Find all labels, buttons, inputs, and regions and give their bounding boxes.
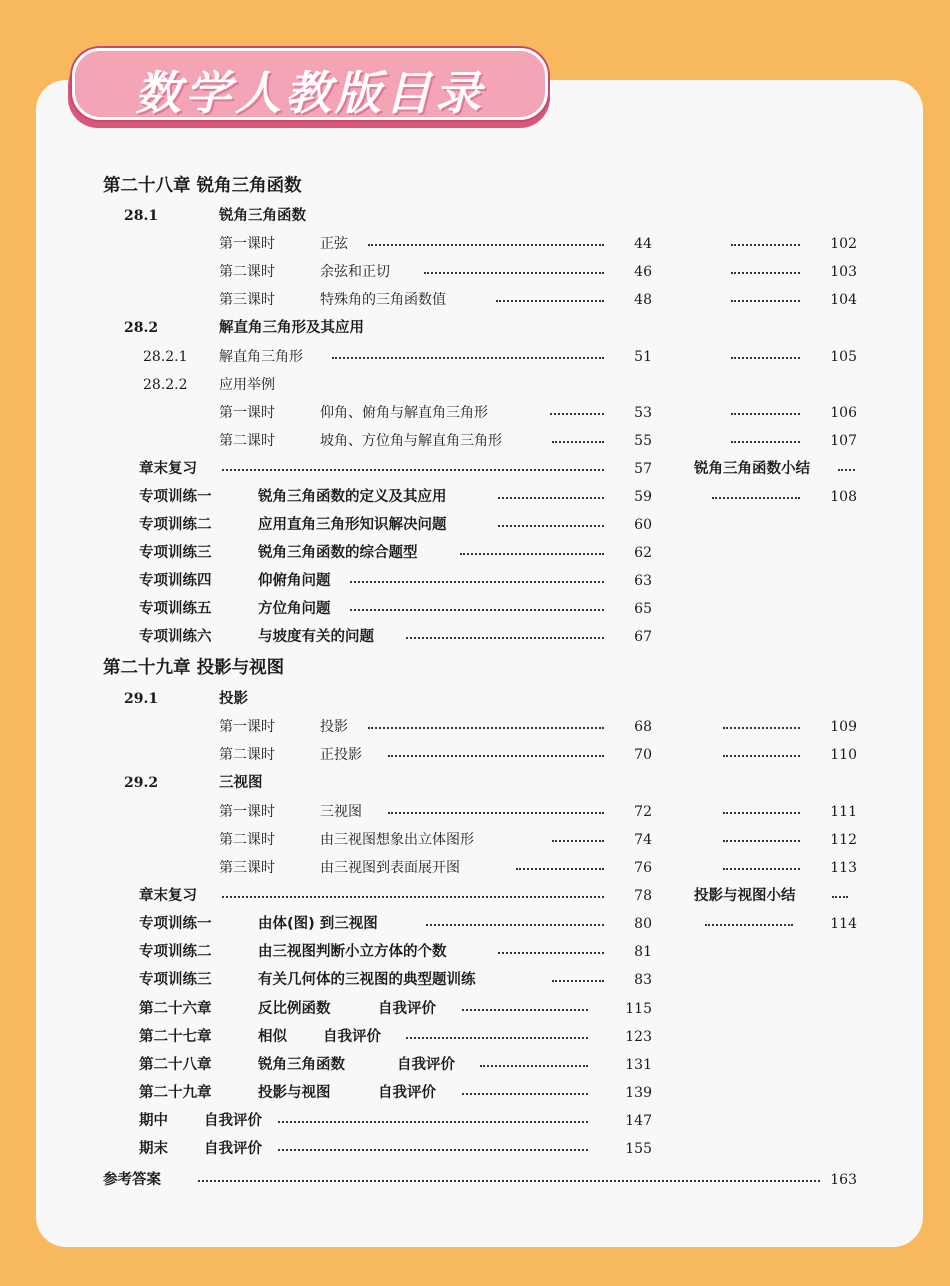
page-number[interactable]: 63 bbox=[634, 573, 652, 589]
evaluation-label: 自我评价 bbox=[378, 1001, 436, 1017]
dot-leader bbox=[731, 233, 800, 255]
dot-leader bbox=[723, 829, 800, 851]
subsection-title: 应用举例 bbox=[219, 377, 275, 393]
page-number[interactable]: 163 bbox=[830, 1172, 857, 1188]
review-label: 章末复习 bbox=[139, 888, 197, 904]
evaluation-label: 自我评价 bbox=[204, 1141, 262, 1157]
training-label: 专项训练四 bbox=[139, 573, 212, 589]
dot-leader bbox=[388, 744, 604, 766]
training-title: 方位角问题 bbox=[258, 601, 331, 617]
dot-leader bbox=[480, 1054, 588, 1076]
lesson-title: 特殊角的三角函数值 bbox=[320, 292, 446, 308]
chapter-title: 第二十八章 锐角三角函数 bbox=[103, 176, 302, 196]
page-number[interactable]: 76 bbox=[634, 860, 652, 876]
answer-page-number[interactable]: 114 bbox=[830, 916, 857, 932]
page-number[interactable]: 155 bbox=[625, 1141, 652, 1157]
dot-leader bbox=[406, 626, 604, 648]
page-number[interactable]: 51 bbox=[634, 349, 652, 365]
evaluation-chapter: 期末 bbox=[139, 1141, 168, 1157]
training-label: 专项训练二 bbox=[139, 517, 212, 533]
page-number[interactable]: 65 bbox=[634, 601, 652, 617]
lesson-title: 正弦 bbox=[320, 236, 348, 252]
dot-leader bbox=[426, 913, 604, 935]
lesson-title: 仰角、俯角与解直角三角形 bbox=[320, 405, 488, 421]
lesson-title: 由三视图想象出立体图形 bbox=[320, 832, 474, 848]
section-title: 解直角三角形及其应用 bbox=[219, 320, 364, 336]
lesson-label: 第三课时 bbox=[219, 292, 275, 308]
training-label: 专项训练一 bbox=[139, 916, 212, 932]
dot-leader bbox=[406, 1026, 588, 1048]
training-title: 由三视图判断小立方体的个数 bbox=[258, 944, 447, 960]
dot-leader bbox=[838, 458, 855, 480]
section-number: 28.2 bbox=[124, 320, 159, 336]
answer-page-number[interactable]: 105 bbox=[830, 349, 857, 365]
page-number[interactable]: 70 bbox=[634, 747, 652, 763]
dot-leader bbox=[278, 1138, 588, 1160]
dot-leader bbox=[368, 233, 604, 255]
evaluation-chapter: 第二十七章 bbox=[139, 1029, 212, 1045]
lesson-label: 第一课时 bbox=[219, 405, 275, 421]
dot-leader bbox=[723, 801, 800, 823]
section-number: 28.1 bbox=[124, 208, 159, 224]
training-title: 仰俯角问题 bbox=[258, 573, 331, 589]
dot-leader bbox=[462, 1082, 588, 1104]
review-label: 章末复习 bbox=[139, 461, 197, 477]
dot-leader bbox=[460, 542, 604, 564]
dot-leader bbox=[498, 514, 604, 536]
page-number[interactable]: 67 bbox=[634, 629, 652, 645]
lesson-label: 第一课时 bbox=[219, 236, 275, 252]
section-number: 29.2 bbox=[124, 775, 159, 791]
lesson-label: 第一课时 bbox=[219, 719, 275, 735]
evaluation-chapter: 期中 bbox=[139, 1113, 168, 1129]
dot-leader bbox=[424, 261, 604, 283]
answer-page-number[interactable]: 113 bbox=[830, 860, 857, 876]
answer-page-number[interactable]: 106 bbox=[830, 405, 857, 421]
training-label: 专项训练二 bbox=[139, 944, 212, 960]
dot-leader bbox=[723, 716, 800, 738]
evaluation-label: 自我评价 bbox=[204, 1113, 262, 1129]
dot-leader bbox=[498, 486, 604, 508]
dot-leader bbox=[222, 885, 604, 907]
subsection-number: 28.2.2 bbox=[143, 377, 188, 393]
chapter-title: 第二十九章 投影与视图 bbox=[103, 658, 285, 678]
lesson-label: 第二课时 bbox=[219, 832, 275, 848]
evaluation-label: 自我评价 bbox=[378, 1085, 436, 1101]
page-title: 数学人教版目录 bbox=[135, 66, 485, 120]
title-banner bbox=[72, 48, 548, 120]
page-number[interactable]: 83 bbox=[634, 972, 652, 988]
dot-leader bbox=[712, 486, 800, 508]
dot-leader bbox=[498, 941, 604, 963]
dot-leader bbox=[731, 261, 800, 283]
dot-leader bbox=[462, 998, 588, 1020]
answer-page-number[interactable]: 112 bbox=[830, 832, 857, 848]
dot-leader bbox=[723, 744, 800, 766]
answer-page-number[interactable]: 111 bbox=[830, 804, 857, 820]
training-title: 锐角三角函数的综合题型 bbox=[258, 545, 418, 561]
page-number[interactable]: 55 bbox=[634, 433, 652, 449]
section-title: 投影 bbox=[219, 691, 248, 707]
answer-page-number[interactable]: 107 bbox=[830, 433, 857, 449]
training-title: 与坡度有关的问题 bbox=[258, 629, 374, 645]
page-number[interactable]: 68 bbox=[634, 719, 652, 735]
dot-leader bbox=[516, 857, 604, 879]
page-number[interactable]: 72 bbox=[634, 804, 652, 820]
lesson-title: 余弦和正切 bbox=[320, 264, 390, 280]
evaluation-label: 自我评价 bbox=[323, 1029, 381, 1045]
dot-leader bbox=[368, 716, 604, 738]
answers-label: 参考答案 bbox=[103, 1172, 161, 1188]
section-title: 三视图 bbox=[219, 775, 263, 791]
page-number[interactable]: 60 bbox=[634, 517, 652, 533]
dot-leader bbox=[552, 829, 604, 851]
dot-leader bbox=[731, 289, 800, 311]
summary-label: 投影与视图小结 bbox=[694, 888, 796, 904]
training-title: 应用直角三角形知识解决问题 bbox=[258, 517, 447, 533]
lesson-title: 三视图 bbox=[320, 804, 362, 820]
page-number[interactable]: 78 bbox=[634, 888, 652, 904]
training-title: 由体(图) 到三视图 bbox=[258, 916, 378, 932]
evaluation-label: 自我评价 bbox=[397, 1057, 455, 1073]
page-number[interactable]: 46 bbox=[634, 264, 652, 280]
lesson-label: 第一课时 bbox=[219, 804, 275, 820]
lesson-label: 第二课时 bbox=[219, 264, 275, 280]
page-number[interactable]: 139 bbox=[625, 1085, 652, 1101]
dot-leader bbox=[350, 598, 604, 620]
dot-leader bbox=[731, 346, 800, 368]
lesson-title: 由三视图到表面展开图 bbox=[320, 860, 460, 876]
page-number[interactable]: 123 bbox=[625, 1029, 652, 1045]
answer-page-number[interactable]: 102 bbox=[830, 236, 857, 252]
dot-leader bbox=[278, 1110, 588, 1132]
dot-leader bbox=[198, 1169, 820, 1191]
dot-leader bbox=[222, 458, 604, 480]
dot-leader bbox=[731, 402, 800, 424]
dot-leader bbox=[832, 885, 848, 907]
training-title: 有关几何体的三视图的典型题训练 bbox=[258, 972, 476, 988]
dot-leader bbox=[552, 969, 604, 991]
lesson-title: 坡角、方位角与解直角三角形 bbox=[320, 433, 502, 449]
evaluation-topic: 投影与视图 bbox=[258, 1085, 331, 1101]
page-number[interactable]: 131 bbox=[625, 1057, 652, 1073]
training-label: 专项训练三 bbox=[139, 545, 212, 561]
dot-leader bbox=[705, 913, 793, 935]
lesson-title: 正投影 bbox=[320, 747, 362, 763]
page-number[interactable]: 81 bbox=[634, 944, 652, 960]
evaluation-chapter: 第二十九章 bbox=[139, 1085, 212, 1101]
training-label: 专项训练一 bbox=[139, 489, 212, 505]
evaluation-topic: 锐角三角函数 bbox=[258, 1057, 345, 1073]
page-number[interactable]: 57 bbox=[634, 461, 652, 477]
page-number[interactable]: 48 bbox=[634, 292, 652, 308]
page-number[interactable]: 59 bbox=[634, 489, 652, 505]
answer-page-number[interactable]: 110 bbox=[830, 747, 857, 763]
lesson-title: 投影 bbox=[320, 719, 348, 735]
lesson-label: 第二课时 bbox=[219, 747, 275, 763]
dot-leader bbox=[496, 289, 604, 311]
page-number[interactable]: 44 bbox=[634, 236, 652, 252]
dot-leader bbox=[332, 346, 604, 368]
evaluation-topic: 相似 bbox=[258, 1029, 287, 1045]
lesson-label: 第三课时 bbox=[219, 860, 275, 876]
dot-leader bbox=[350, 570, 604, 592]
answer-page-number[interactable]: 103 bbox=[830, 264, 857, 280]
dot-leader bbox=[550, 402, 604, 424]
lesson-label: 第二课时 bbox=[219, 433, 275, 449]
training-label: 专项训练六 bbox=[139, 629, 212, 645]
page-number[interactable]: 53 bbox=[634, 405, 652, 421]
subsection-title: 解直角三角形 bbox=[219, 349, 303, 365]
evaluation-chapter: 第二十六章 bbox=[139, 1001, 212, 1017]
training-label: 专项训练五 bbox=[139, 601, 212, 617]
answer-page-number[interactable]: 108 bbox=[830, 489, 857, 505]
summary-label: 锐角三角函数小结 bbox=[694, 461, 810, 477]
evaluation-chapter: 第二十八章 bbox=[139, 1057, 212, 1073]
answer-page-number[interactable]: 109 bbox=[830, 719, 857, 735]
evaluation-topic: 反比例函数 bbox=[258, 1001, 331, 1017]
page-number[interactable]: 62 bbox=[634, 545, 652, 561]
dot-leader bbox=[388, 801, 604, 823]
answer-page-number[interactable]: 104 bbox=[830, 292, 857, 308]
dot-leader bbox=[731, 430, 800, 452]
page-number[interactable]: 147 bbox=[625, 1113, 652, 1129]
section-number: 29.1 bbox=[124, 691, 159, 707]
subsection-number: 28.2.1 bbox=[143, 349, 188, 365]
dot-leader bbox=[723, 857, 800, 879]
page-number[interactable]: 115 bbox=[625, 1001, 652, 1017]
section-title: 锐角三角函数 bbox=[219, 208, 306, 224]
page-number[interactable]: 74 bbox=[634, 832, 652, 848]
training-title: 锐角三角函数的定义及其应用 bbox=[258, 489, 447, 505]
page-number[interactable]: 80 bbox=[634, 916, 652, 932]
dot-leader bbox=[552, 430, 604, 452]
training-label: 专项训练三 bbox=[139, 972, 212, 988]
